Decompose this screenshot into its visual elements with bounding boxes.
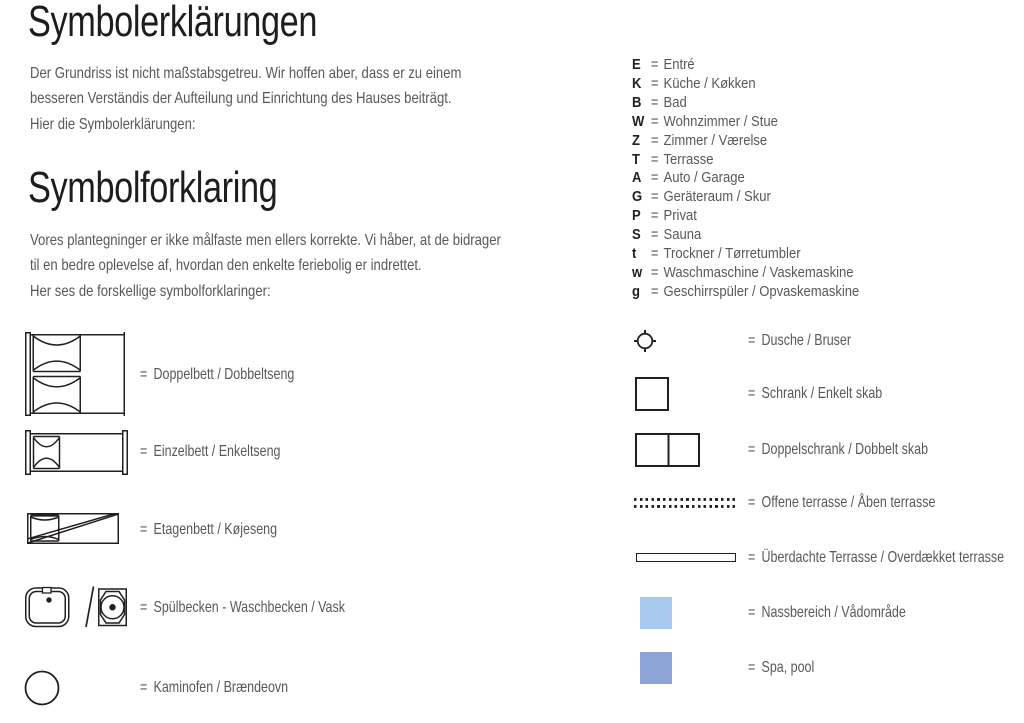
abbreviation-row bbox=[632, 131, 859, 150]
legend-label-text: Doppelschrank / Dobbelt skab bbox=[761, 441, 929, 458]
paragraph-line: Her ses de forskellige symbolforklaringer: bbox=[30, 282, 271, 300]
sink-washbasin-icon bbox=[25, 584, 127, 630]
abbreviation-label: Geschirrspüler / Opvaskemaskine bbox=[663, 283, 860, 300]
abbreviation-row bbox=[632, 56, 859, 75]
legend-label bbox=[140, 677, 288, 699]
equals-sign: = bbox=[650, 95, 659, 112]
bunk-bed-icon bbox=[27, 513, 119, 544]
equals-sign: = bbox=[140, 521, 148, 538]
abbreviation-label: Geräteraum / Skur bbox=[663, 189, 771, 206]
legend-label bbox=[748, 492, 935, 514]
legend-label bbox=[748, 657, 814, 679]
legend-label bbox=[748, 602, 906, 624]
abbreviation-row bbox=[632, 207, 859, 226]
paragraph-line: Vores plantegninger er ikke målfaste men ellers korrekte. Vi håber, at de bidrager bbox=[30, 232, 501, 249]
abbreviation-row bbox=[632, 169, 859, 188]
page-title-german: Symbolerklärungen bbox=[28, 0, 318, 46]
equals-sign: = bbox=[748, 659, 756, 676]
abbreviation-row bbox=[632, 263, 859, 282]
abbreviation-letter: A bbox=[632, 170, 642, 187]
legend-label bbox=[748, 383, 882, 405]
abbreviation-row bbox=[632, 150, 859, 169]
abbreviation-letter: w bbox=[632, 264, 643, 281]
abbreviation-letter: B bbox=[632, 95, 642, 112]
legend-label bbox=[140, 441, 280, 463]
abbreviation-letter: P bbox=[632, 208, 641, 225]
equals-sign: = bbox=[140, 599, 148, 616]
paragraph-line: Der Grundriss ist nicht maßstabsgetreu. Wir hoffen aber, dass er zu einem bbox=[30, 65, 462, 82]
legend-label bbox=[140, 364, 294, 386]
abbreviation-letter: S bbox=[632, 227, 641, 244]
legend-label-text: Überdachte Terrasse / Overdækket terrasse bbox=[761, 549, 1005, 566]
equals-sign: = bbox=[748, 332, 756, 349]
paragraph-line: Hier die Symbolerklärungen: bbox=[30, 115, 196, 133]
abbreviation-label: Zimmer / Værelse bbox=[663, 132, 768, 149]
legend-label-text: Kaminofen / Brændeovn bbox=[153, 679, 289, 696]
equals-sign: = bbox=[650, 208, 659, 225]
abbreviation-label: Bad bbox=[663, 95, 687, 112]
legend-label-text: Offene terrasse / Åben terrasse bbox=[761, 494, 936, 511]
single-bed-icon bbox=[25, 430, 128, 475]
equals-sign: = bbox=[140, 679, 148, 696]
legend-label-text: Spülbecken - Waschbecken / Vask bbox=[153, 599, 345, 616]
shower-icon bbox=[633, 329, 657, 353]
abbreviation-label: Küche / Køkken bbox=[663, 76, 756, 93]
abbreviation-row bbox=[632, 113, 859, 132]
legend-label-text: Nassbereich / Vådområde bbox=[761, 604, 906, 621]
abbreviation-row bbox=[632, 188, 859, 207]
covered-terrace-icon bbox=[636, 553, 736, 562]
legend-label-text: Schrank / Enkelt skab bbox=[761, 385, 883, 402]
legend-label-text: Spa, pool bbox=[761, 659, 815, 676]
equals-sign: = bbox=[650, 57, 659, 74]
page-title-danish: Symbolforklaring bbox=[28, 163, 278, 212]
intro-paragraph-german bbox=[30, 61, 461, 137]
abbreviation-letter: K bbox=[632, 76, 642, 93]
intro-paragraph-danish bbox=[30, 228, 501, 304]
abbreviation-label: Auto / Garage bbox=[663, 170, 745, 187]
legend-label bbox=[140, 519, 277, 541]
abbreviation-letter: T bbox=[632, 151, 640, 168]
equals-sign: = bbox=[650, 170, 659, 187]
abbreviation-label: Trockner / Tørretumbler bbox=[663, 245, 801, 262]
legend-label bbox=[140, 597, 345, 619]
equals-sign: = bbox=[650, 132, 659, 149]
abbreviation-label: Terrasse bbox=[663, 151, 714, 168]
paragraph-line: besseren Verständis der Aufteilung und Einrichtung des Hauses beiträgt. bbox=[30, 90, 452, 108]
equals-sign: = bbox=[650, 245, 659, 262]
abbreviation-letter: E bbox=[632, 57, 641, 74]
open-terrace-icon bbox=[634, 498, 735, 508]
abbreviation-row bbox=[632, 244, 859, 263]
equals-sign: = bbox=[748, 549, 756, 566]
equals-sign: = bbox=[650, 113, 659, 130]
equals-sign: = bbox=[650, 189, 659, 206]
abbreviation-letter: G bbox=[632, 189, 643, 206]
equals-sign: = bbox=[748, 441, 756, 458]
spa-pool-icon bbox=[640, 652, 672, 684]
equals-sign: = bbox=[650, 76, 659, 93]
legend-label-text: Dusche / Bruser bbox=[761, 332, 852, 349]
abbreviation-label: Waschmaschine / Vaskemaskine bbox=[663, 264, 854, 281]
equals-sign: = bbox=[140, 366, 148, 383]
wet-area-icon bbox=[640, 597, 672, 629]
single-cabinet-icon bbox=[635, 377, 669, 411]
paragraph-line: til en bedre oplevelse af, hvordan den enkelte feriebolig er indrettet. bbox=[30, 257, 422, 275]
legend-label-text: Doppelbett / Dobbeltseng bbox=[153, 366, 295, 383]
equals-sign: = bbox=[650, 227, 659, 244]
abbreviation-list bbox=[632, 56, 859, 301]
abbreviation-letter: W bbox=[632, 113, 645, 130]
abbreviation-row bbox=[632, 94, 859, 113]
equals-sign: = bbox=[650, 283, 659, 300]
equals-sign: = bbox=[140, 443, 148, 460]
double-bed-icon bbox=[25, 332, 128, 416]
equals-sign: = bbox=[748, 385, 756, 402]
legend-label bbox=[748, 547, 1004, 569]
abbreviation-letter: Z bbox=[632, 132, 640, 149]
abbreviation-row bbox=[632, 282, 859, 301]
equals-sign: = bbox=[748, 494, 756, 511]
legend-label-text: Etagenbett / Køjeseng bbox=[153, 521, 278, 538]
legend-label bbox=[748, 439, 928, 461]
abbreviation-row bbox=[632, 226, 859, 245]
abbreviation-label: Privat bbox=[663, 208, 697, 225]
equals-sign: = bbox=[748, 604, 756, 621]
wood-stove-icon bbox=[24, 670, 60, 706]
abbreviation-letter: t bbox=[632, 245, 637, 262]
abbreviation-label: Wohnzimmer / Stue bbox=[663, 113, 778, 130]
abbreviation-label: Entré bbox=[663, 57, 695, 74]
abbreviation-letter: g bbox=[632, 283, 640, 300]
legend-label bbox=[748, 330, 851, 352]
equals-sign: = bbox=[650, 151, 659, 168]
legend-label-text: Einzelbett / Enkeltseng bbox=[153, 443, 281, 460]
equals-sign: = bbox=[650, 264, 659, 281]
abbreviation-label: Sauna bbox=[663, 227, 702, 244]
abbreviation-row bbox=[632, 75, 859, 94]
double-cabinet-icon bbox=[635, 433, 700, 467]
